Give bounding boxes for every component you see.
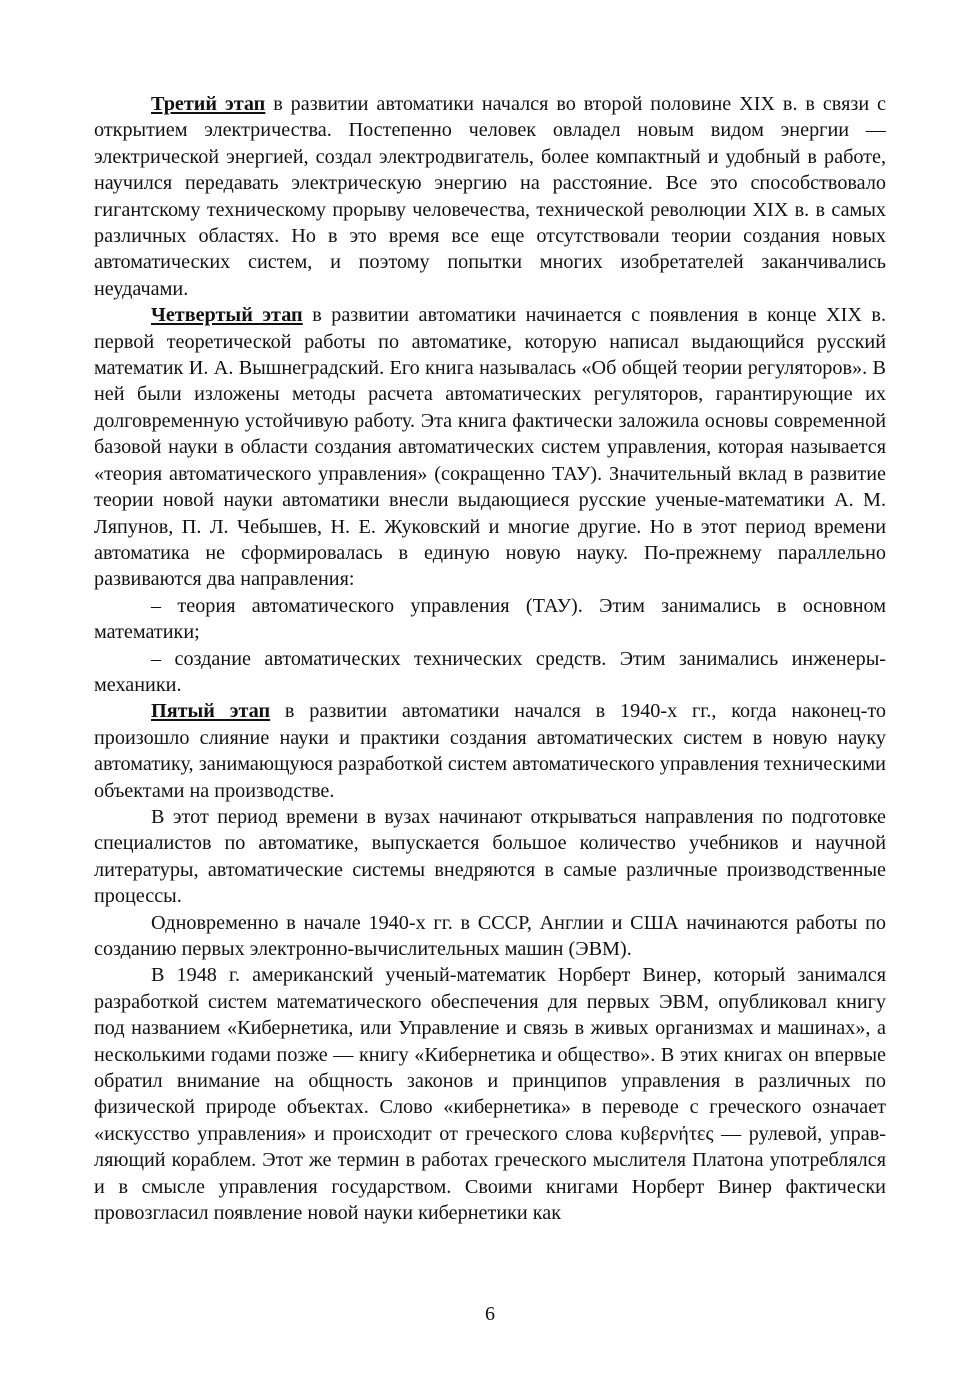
paragraph-text: в развитии автоматики начинается с появления в конце XIX в. первой теоретической работы по автоматике, которую написал выдающийся русский математик И. А. Вышнеградский. Его книга называлась «Об общей теории регуляторов». В ней были изложены методы расчета автоматических регуляторов, гарантирующие их долговременную устойчивую работу. Эта книга фактически заложила основы современной базовой науки в области создания автоматических систем управления, которая называется «теория автоматического управления» (сокращенно ТАУ). Значительный вклад в развитие теории новой науки автоматики внесли выдающиеся русские ученые-математики А. М. Ляпунов, П. Л. Чебышев, Н. Е. Жуковский и многие другие. Но в этот период времени автоматика не сформировалась в единую новую науку. По-прежнему параллельно развиваются два направления: xyxy=(94,304,886,591)
paragraph-text: В 1948 г. американский ученый-математик Норберт Винер, который занимался разработкой систем математического обеспечения для первых ЭВМ, опубликовал книгу под названием «Кибернетика, или Управление и связь в живых организмах и машинах», а несколькими годами позже — книгу «Кибернетика и общество». В этих книгах он впервые обратил внимание на общность законов и принципов управления в различных по физической природе объектах. Слово «кибернетика» в переводе с греческого означает «искусство управления» и происходит от греческого слова κυβερνήτες — рулевой, управляющий кораблем. Этот же термин в работах греческого мыслителя Платона употреблялся и в смысле управления государством. Своими книгами Норберт Винер фактически провозгласил появление новой науки кибернетики как xyxy=(94,964,886,1225)
list-item-text: – создание автоматических технических средств. Этим занимались инженеры-механики. xyxy=(94,647,886,696)
term-fifth-stage: Пятый этап xyxy=(151,700,271,723)
paragraph-fourth-stage xyxy=(94,302,886,592)
paragraph-fifth-stage xyxy=(94,698,886,804)
term-fourth-stage: Четвертый этап xyxy=(151,304,303,327)
paragraph-computers xyxy=(94,910,886,963)
paragraph-text: Одновременно в начале 1940-х гг. в СССР, Англии и США начинаются работы по созданию первых электронно-вычислительных машин (ЭВМ). xyxy=(94,911,886,960)
list-item-text: – теория автоматического управления (ТАУ). Этим занимались в основном математики; xyxy=(94,594,886,644)
paragraph-text: в развитии автоматики начался в 1940-х гг., когда наконец-то произошло слияние науки и практики создания автоматических систем в новую науку автоматику, занимающуюся разработкой систем автоматического управления техническими объектами на производстве. xyxy=(94,700,887,802)
list-item-technical-means xyxy=(94,646,886,699)
paragraph-text: В этот период времени в вузах начинают открываться направления по подготовке специалистов по автоматике, выпускается большое количество учебников и научной литературы, автоматические системы внедряются в самые различные производственные процессы. xyxy=(94,805,886,908)
document-body xyxy=(94,91,886,1226)
term-third-stage: Третий этап xyxy=(151,93,266,115)
list-item-tau xyxy=(94,593,886,646)
paragraph-text: в развитии автоматики начался во второй половине XIX в. в связи с открытием электричества. Постепенно человек овладел новым видом энергии — электрической энергией, создал электродвигатель, более компактный и удобный в работе, научился передавать электрическую энергию на расстояние. Все это способствовало гигантскому техническому прорыву человечества, технической революции XIX в. в самых различных областях. Но в это время все еще отсутствовали теории создания новых автоматических систем, и поэтому попытки многих изобретателей заканчивались неудачами. xyxy=(94,93,886,300)
paragraph-wiener xyxy=(94,962,886,1226)
page-number: 6 xyxy=(485,1303,495,1325)
paragraph-third-stage xyxy=(94,91,886,302)
paragraph-universities xyxy=(94,804,886,910)
